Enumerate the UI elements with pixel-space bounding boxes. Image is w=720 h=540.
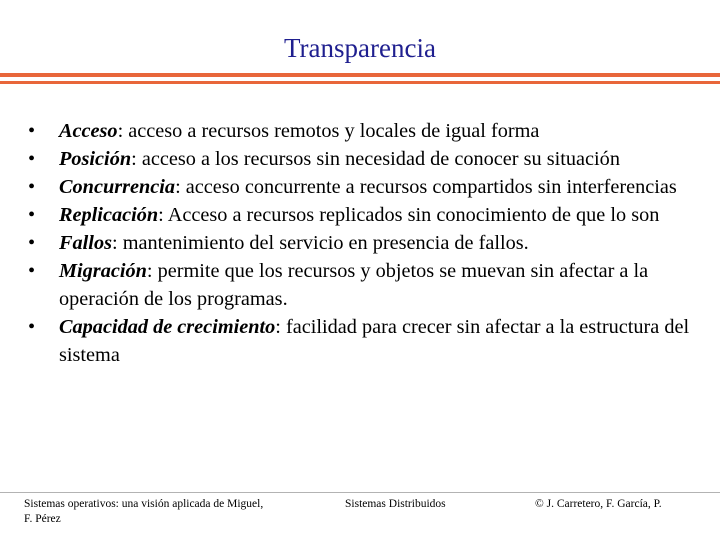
list-item <box>24 145 704 173</box>
bullet-term: Posición <box>59 148 132 170</box>
bullet-text: : facilidad para crecer sin afectar a la estructura del sistema <box>59 316 690 366</box>
bullet-text: : acceso concurrente a recursos compartidos sin interferencias <box>175 176 677 198</box>
bullet-text: : Acceso a recursos replicados sin conocimiento de que lo son <box>158 204 660 226</box>
list-item <box>24 173 704 201</box>
bullet-term: Concurrencia <box>59 176 176 198</box>
bullet-text: : mantenimiento del servicio en presencia de fallos. <box>111 232 529 254</box>
bullet-icon: • <box>28 316 36 338</box>
bullet-term: Acceso <box>59 120 118 142</box>
bullet-list <box>24 117 704 369</box>
bullet-term: Replicación <box>59 204 159 226</box>
bullet-term: Migración <box>59 260 147 282</box>
bullet-icon: • <box>28 232 36 254</box>
list-item <box>24 313 704 369</box>
bullet-text: : acceso a recursos remotos y locales de igual forma <box>117 120 540 142</box>
footer-copyright: © J. Carretero, F. García, P. <box>535 498 662 510</box>
list-item <box>24 117 704 145</box>
bullet-term: Fallos <box>59 232 112 254</box>
footer-book-credit: Sistemas operativos: una visión aplicada de Miguel, F. Pérez <box>24 498 264 525</box>
bullet-text: : permite que los recursos y objetos se muevan sin afectar a la operación de los programas. <box>59 260 649 310</box>
slide-title: Transparencia <box>284 33 436 63</box>
list-item <box>24 229 704 257</box>
bullet-text: : acceso a los recursos sin necesidad de conocer su situación <box>131 148 620 170</box>
footer-section-name: Sistemas Distribuidos <box>345 498 446 510</box>
footer-rule <box>0 492 720 493</box>
bullet-icon: • <box>28 120 36 142</box>
title-rule-bottom <box>0 81 720 84</box>
bullet-term: Capacidad de crecimiento <box>59 316 276 338</box>
bullet-icon: • <box>28 176 36 198</box>
list-item <box>24 201 704 229</box>
bullet-icon: • <box>28 148 36 170</box>
bullet-icon: • <box>28 204 36 226</box>
bullet-icon: • <box>28 260 36 282</box>
list-item <box>24 257 704 313</box>
title-rule-top <box>0 73 720 77</box>
